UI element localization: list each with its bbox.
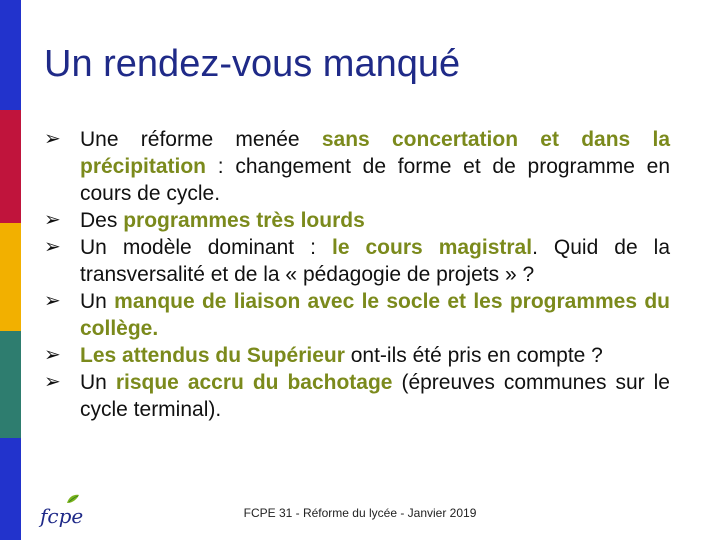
logo-wordmark: fcpe — [40, 504, 84, 528]
bullet-text: ont-ils été pris en compte ? — [344, 344, 603, 367]
bullet-text: : changement de forme et de programme en cours de cycle. — [80, 155, 670, 205]
bullet-text: Un — [80, 290, 115, 313]
bullet-highlight: sans concertation et dans la précipitation — [80, 128, 670, 178]
color-bar-yellow — [0, 223, 21, 331]
slide-footer: FCPE 31 - Réforme du lycée - Janvier 2019 — [243, 506, 477, 520]
bullet-text: (épreuves communes sur le cycle terminal). — [80, 371, 670, 421]
bullet-highlight: risque accru du bachotage — [115, 371, 393, 394]
bullet-text: Un modèle dominant : — [80, 236, 332, 259]
bullet-text: Un — [80, 371, 116, 394]
color-bar-blue-bottom — [0, 438, 21, 540]
arrow-bullet-icon: ➢ — [44, 128, 61, 150]
bullet-item — [44, 288, 670, 342]
arrow-bullet-icon: ➢ — [44, 290, 61, 312]
leaf-icon — [66, 494, 80, 504]
bullet-highlight: Les attendus du Supérieur — [80, 344, 345, 367]
arrow-bullet-icon: ➢ — [44, 209, 61, 231]
color-bar-green — [0, 331, 21, 438]
bullet-item — [44, 342, 670, 369]
bullet-highlight: le cours magistral — [331, 236, 533, 259]
bullet-item — [44, 207, 670, 234]
arrow-bullet-icon: ➢ — [44, 371, 61, 393]
slide-title: Un rendez-vous manqué — [44, 43, 461, 85]
bullet-item — [44, 369, 670, 423]
bullet-text: Des — [80, 209, 124, 232]
color-bar-blue-top — [0, 0, 21, 110]
bullet-item — [44, 234, 670, 288]
bullet-highlight: programmes très lourds — [123, 209, 365, 232]
color-bar-red — [0, 110, 21, 223]
arrow-bullet-icon: ➢ — [44, 236, 61, 258]
arrow-bullet-icon: ➢ — [44, 344, 61, 366]
bullet-highlight: manque de liaison avec le socle et les programmes du collège. — [80, 290, 670, 340]
bullet-text: Une réforme menée — [80, 128, 322, 151]
bullet-list — [44, 126, 670, 423]
decorative-color-bar — [0, 0, 21, 540]
bullet-text: . Quid de la transversalité et de la « pédagogie de projets » ? — [80, 236, 670, 286]
bullet-item — [44, 126, 670, 207]
